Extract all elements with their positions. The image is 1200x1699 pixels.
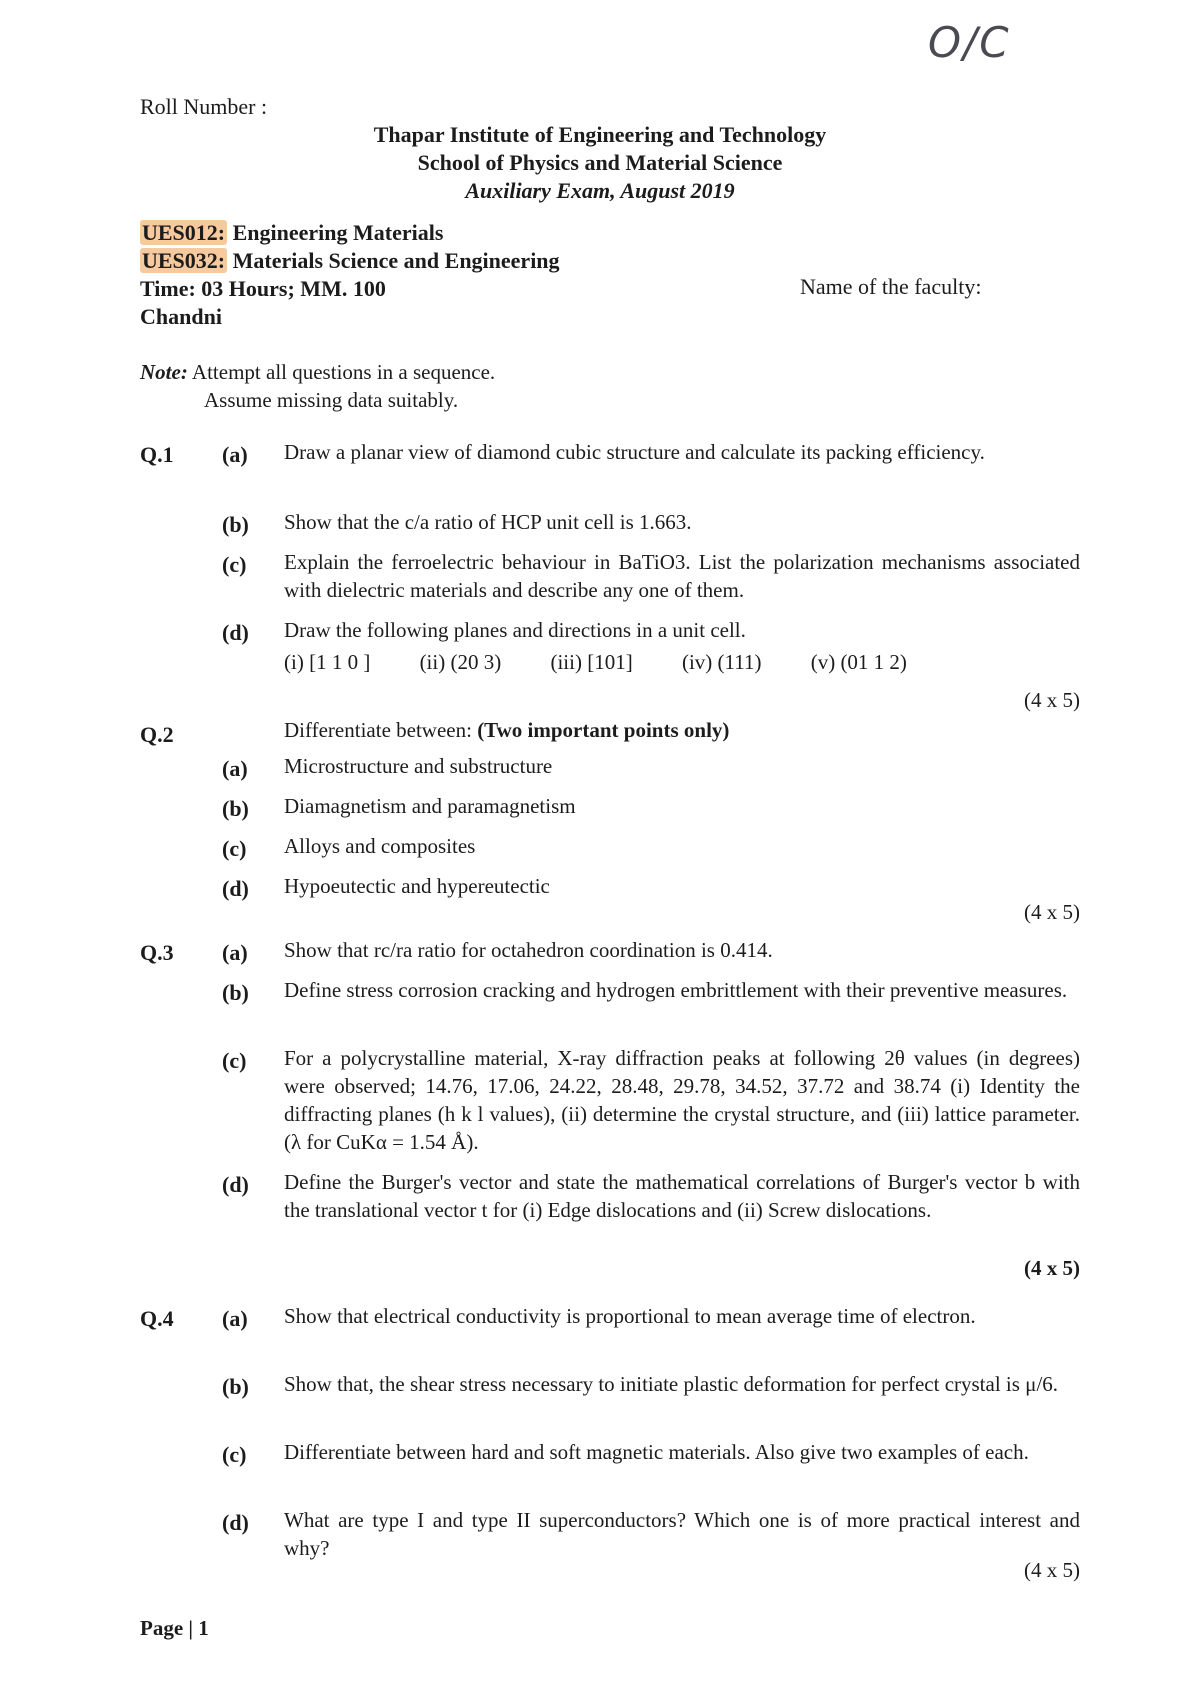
q3c-text: For a polycrystalline material, X-ray diffraction peaks at following 2θ values (in degrees) were observed; 14.76, 17.06, 24.22, 28.48, 29.78, 34.52, 37.72 and 38.74 (i) Identity the diffracting planes (h k l values), (ii) determine the crystal structure, and (iii) lattice parameter. (λ for CuKα = 1.54 Å). bbox=[284, 1046, 1080, 1154]
q1c-label: (c) bbox=[222, 552, 247, 577]
course-code-2: UES032: bbox=[142, 248, 226, 273]
q2d-label: (d) bbox=[222, 876, 249, 901]
q2a-text: Microstructure and substructure bbox=[284, 754, 553, 778]
q1d-item-2: (ii) (20 3) bbox=[419, 650, 502, 674]
q3-marks: (4 x 5) bbox=[1024, 1256, 1080, 1280]
q1c-text: Explain the ferroelectric behaviour in BaTiO3. List the polarization mechanisms associated with dielectric materials and describe any one of them. bbox=[284, 550, 1080, 602]
q2b-text: Diamagnetism and paramagnetism bbox=[284, 794, 576, 818]
q1d-label: (d) bbox=[222, 620, 249, 645]
q3d-text: Define the Burger's vector and state the mathematical correlations of Burger's vector b with the translational vector t for (i) Edge dislocations and (ii) Screw dislocations. bbox=[284, 1170, 1080, 1222]
q2d-text: Hypoeutectic and hypereutectic bbox=[284, 874, 550, 898]
q2b-label: (b) bbox=[222, 796, 249, 821]
q1a-text: Draw a planar view of diamond cubic structure and calculate its packing efficiency. bbox=[284, 440, 985, 464]
q2a-label: (a) bbox=[222, 756, 248, 781]
exam-title: Auxiliary Exam, August 2019 bbox=[465, 178, 735, 203]
q3a-text: Show that rc/ra ratio for octahedron coordination is 0.414. bbox=[284, 938, 773, 962]
note-label: Note: bbox=[140, 360, 188, 384]
q2-number: Q.2 bbox=[140, 722, 174, 747]
q4-number: Q.4 bbox=[140, 1306, 174, 1331]
q3b-text: Define stress corrosion cracking and hydrogen embrittlement with their preventive measures. bbox=[284, 978, 1068, 1002]
q4b-text: Show that, the shear stress necessary to initiate plastic deformation for perfect crystal is μ/6. bbox=[284, 1372, 1059, 1396]
course-name-2: Materials Science and Engineering bbox=[232, 248, 560, 273]
note-line-2: Assume missing data suitably. bbox=[204, 388, 459, 412]
q3b-label: (b) bbox=[222, 980, 249, 1005]
q3d-label: (d) bbox=[222, 1172, 249, 1197]
q4b-label: (b) bbox=[222, 1374, 249, 1399]
school-name: School of Physics and Material Science bbox=[417, 150, 783, 175]
q3c-label: (c) bbox=[222, 1048, 247, 1073]
course-1 bbox=[140, 220, 443, 246]
course-code-1: UES012: bbox=[142, 220, 226, 245]
q4d-text: What are type I and type II superconductors? Which one is of more practical interest and why? bbox=[284, 1508, 1080, 1560]
note-line-1: Attempt all questions in a sequence. bbox=[191, 360, 496, 384]
q4a-label: (a) bbox=[222, 1306, 248, 1331]
faculty-name: Chandni bbox=[140, 304, 222, 329]
q2-intro-bold: (Two important points only) bbox=[477, 718, 730, 742]
page-number: Page | 1 bbox=[140, 1616, 209, 1640]
q1b-label: (b) bbox=[222, 512, 249, 537]
q1d-item-3: (iii) [101] bbox=[550, 650, 633, 674]
institute-name: Thapar Institute of Engineering and Technology bbox=[373, 122, 827, 147]
q4c-label: (c) bbox=[222, 1442, 247, 1467]
course-2 bbox=[140, 248, 560, 274]
handwritten-mark: O/C bbox=[928, 18, 1011, 67]
q4-marks: (4 x 5) bbox=[1024, 1558, 1080, 1582]
q1d-text: Draw the following planes and directions in a unit cell. bbox=[284, 618, 746, 642]
q1d-item-1: (i) [1 1 0 ] bbox=[284, 650, 371, 674]
q3-number: Q.3 bbox=[140, 940, 174, 965]
q2-intro bbox=[284, 716, 1080, 744]
exam-time: Time: 03 Hours; MM. 100 bbox=[140, 276, 386, 301]
q2c-text: Alloys and composites bbox=[284, 834, 476, 858]
q1d-item-5: (v) (01 1 2) bbox=[810, 650, 907, 674]
q2c-label: (c) bbox=[222, 836, 247, 861]
q4d-label: (d) bbox=[222, 1510, 249, 1535]
q1-marks: (4 x 5) bbox=[1024, 688, 1080, 712]
q1b-text: Show that the c/a ratio of HCP unit cell is 1.663. bbox=[284, 510, 692, 534]
q3a-label: (a) bbox=[222, 940, 248, 965]
q2-marks: (4 x 5) bbox=[1024, 900, 1080, 924]
q1a-label: (a) bbox=[222, 442, 248, 467]
faculty-label: Name of the faculty: bbox=[800, 274, 982, 299]
course-name-1: Engineering Materials bbox=[232, 220, 444, 245]
q1d-items bbox=[284, 648, 1080, 676]
q4a-text: Show that electrical conductivity is proportional to mean average time of electron. bbox=[284, 1304, 976, 1328]
q1-number: Q.1 bbox=[140, 442, 174, 467]
q1d-item-4: (iv) (111) bbox=[681, 650, 762, 674]
q2-intro-text: Differentiate between: bbox=[284, 718, 472, 742]
roll-number-label: Roll Number : bbox=[140, 94, 268, 119]
q4c-text: Differentiate between hard and soft magnetic materials. Also give two examples of each. bbox=[284, 1440, 1029, 1464]
note bbox=[140, 358, 495, 414]
